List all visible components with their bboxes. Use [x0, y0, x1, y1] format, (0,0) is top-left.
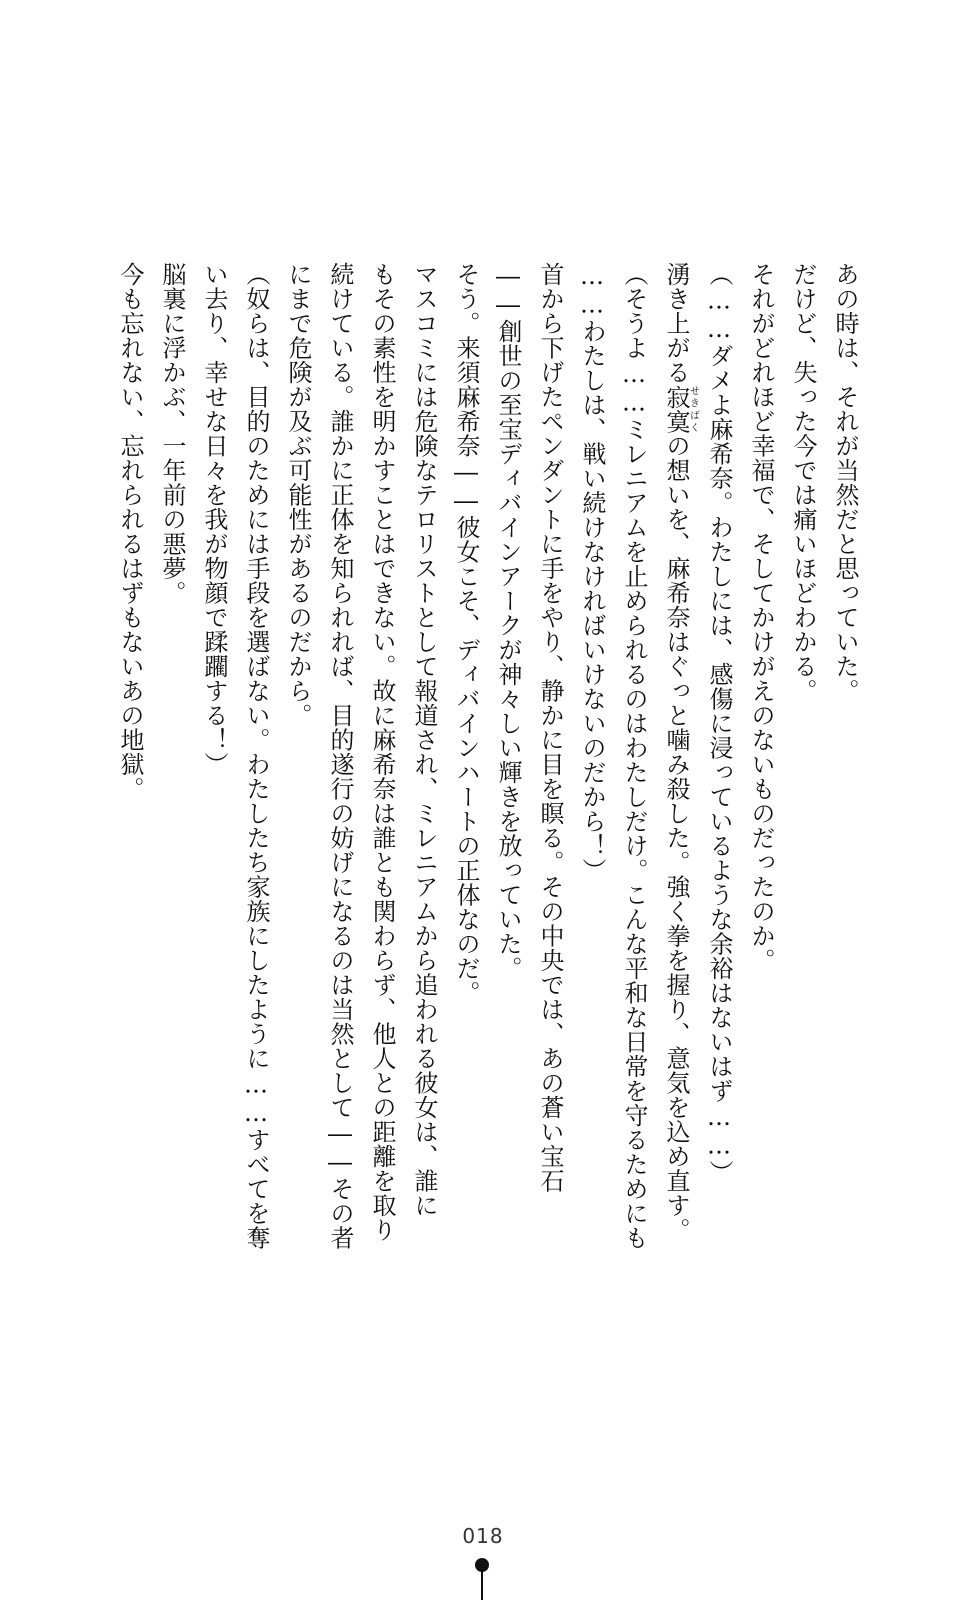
text-line: あの時は、それが当然だと思っていた。: [831, 262, 859, 703]
text-line: だけど、失った今では痛いほどわかる。: [789, 262, 817, 703]
text-line: もその素性を明かすことはできない。故に麻希奈は誰とも関わらず、他人との距離を取り: [368, 262, 396, 1242]
text-segment: 湧き上がる: [662, 262, 690, 385]
text-line: 首から下げたペンダントに手をやり、静かに目を瞑る。その中央では、あの蒼い宝石: [536, 262, 564, 1193]
text-line: 今も忘れない、忘れられるはずもないあの地獄。: [116, 262, 144, 801]
body-text: [109, 262, 866, 1322]
text-line: （……ダメよ麻希奈。わたしには、感傷に浸っているような余裕はないはず……）: [705, 262, 733, 1185]
text-line: そう。来須麻希奈――彼女こそ、ディバインハートの正体なのだ。: [452, 262, 480, 1005]
text-line: 脳裏に浮かぶ、一年前の悪夢。: [158, 262, 186, 605]
page-marker-stem: [481, 1570, 483, 1600]
text-line: それがどれほど幸福で、そしてかけがえのないものだったのか。: [747, 262, 775, 973]
text-line-with-ruby: [655, 262, 698, 1322]
ruby-base: 寂寞: [662, 384, 690, 434]
text-line: マスコミには危険なテロリストとして報道され、ミレニアムから追われる彼女は、誰に: [410, 262, 438, 1218]
text-line: い去り、幸せな日々を我が物顔で蹂躙する！）: [200, 262, 228, 777]
ruby-reading: せきばく: [687, 384, 699, 434]
text-line: ――創世の至宝ディバインアークが神々しい輝きを放っていた。: [494, 262, 522, 981]
text-line: （そうよ……ミレニアムを止められるのはわたしだけ。こんな平和な日常を守るためにも: [620, 262, 648, 1250]
text-segment: の想いを、麻希奈はぐっと噛み殺した。強く拳を握り、意気を込め直す。: [662, 433, 690, 1242]
text-line: ……わたしは、戦い続けなければいけないのだから！）: [578, 262, 606, 883]
text-line: （奴らは、目的のためには手段を選ばない。わたしたち家族にしたように……すべてを奪: [242, 262, 270, 1250]
text-line: 続けている。誰かに正体を知られれば、目的遂行の妨げになるのは当然として――その者: [326, 262, 354, 1250]
page-number: 018: [462, 1524, 504, 1548]
text-line: にまで危険が及ぶ可能性があるのだから。: [284, 262, 312, 728]
ruby-word: [662, 384, 699, 434]
